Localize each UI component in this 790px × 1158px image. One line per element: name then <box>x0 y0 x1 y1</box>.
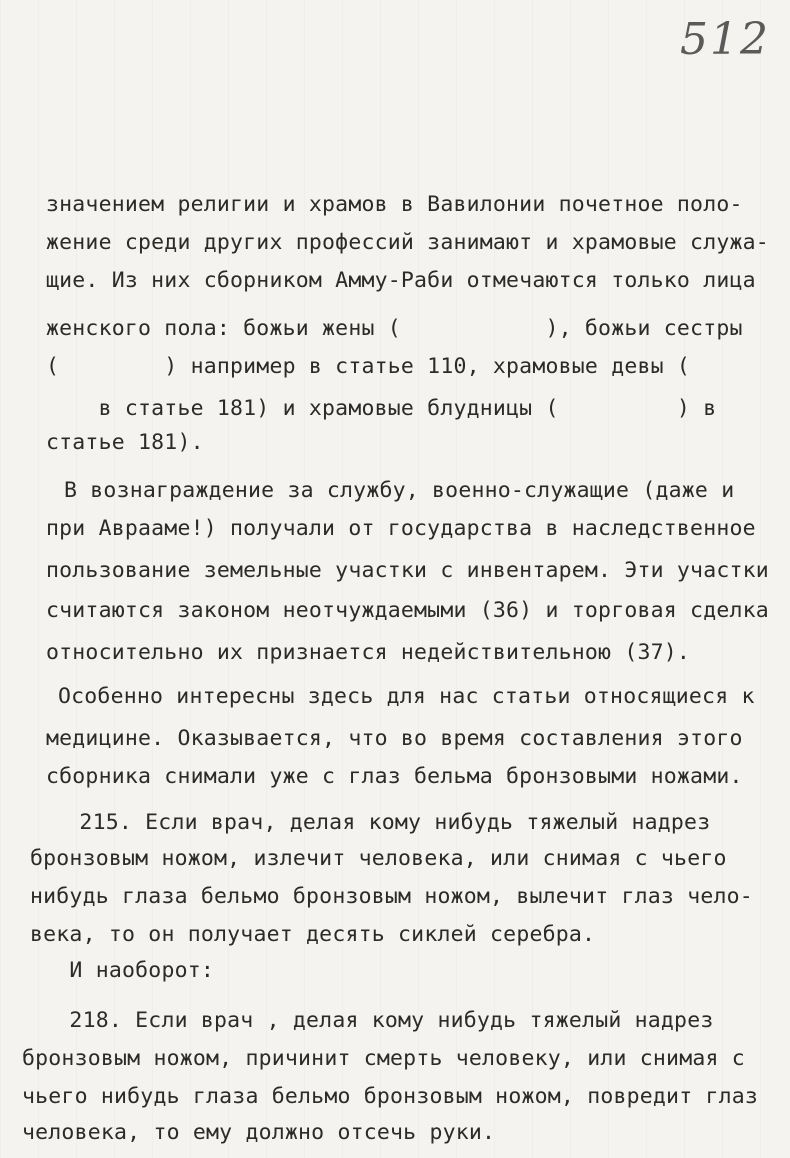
text-line: женского пола: божьи жены ( ), божьи сестры <box>46 316 743 341</box>
text-line: 215. Если врач, делая кому нибудь тяжелый надрез <box>40 810 711 835</box>
text-line: в статье 181) и храмовые блудницы ( ) в <box>46 396 717 421</box>
text-line: жение среди других профессий занимают и храмовые служа- <box>46 230 769 255</box>
text-line: считаются законом неотчуждаемыми (36) и торговая сделка <box>46 598 769 623</box>
text-line: И наоборот: <box>30 958 215 983</box>
text-line: медицине. Оказывается, что во время составления этого <box>46 726 743 751</box>
text-line: ( ) например в статье 110, храмовые девы ( <box>46 354 691 379</box>
text-line: человека, то ему должно отсечь руки. <box>22 1120 496 1145</box>
text-line: бронзовым ножом, причинит смерть человеку, или снимая с <box>22 1046 745 1071</box>
text-line: нибудь глаза бельмо бронзовым ножом, вылечит глаз чело- <box>30 884 753 909</box>
text-line: чьего нибудь глаза бельмо бронзовым ножом, повредит глаз <box>22 1084 759 1109</box>
page-number: 512 <box>680 14 770 65</box>
text-line: щие. Из них сборником Амму-Раби отмечаются только лица <box>46 268 756 293</box>
text-line: Особенно интересны здесь для нас статьи относящиеся к <box>58 684 755 709</box>
text-line: В вознаграждение за службу, военно-служащие (даже и <box>64 478 735 503</box>
text-line: статье 181). <box>46 430 204 455</box>
text-line: при Аврааме!) получали от государства в наследственное <box>46 516 756 541</box>
text-line: сборника снимали уже с глаз бельма бронзовыми ножами. <box>46 764 743 789</box>
text-line: пользование земельные участки с инвентарем. Эти участки <box>46 558 769 583</box>
text-line: 218. Если врач , делая кому нибудь тяжелый надрез <box>30 1008 714 1033</box>
text-line: бронзовым ножом, излечит человека, или снимая с чьего <box>30 846 727 871</box>
text-line: века, то он получает десять сиклей серебра. <box>30 922 596 947</box>
text-line: относительно их признается недействительною (37). <box>46 640 691 665</box>
text-line: значением религии и храмов в Вавилонии почетное поло- <box>46 192 743 217</box>
